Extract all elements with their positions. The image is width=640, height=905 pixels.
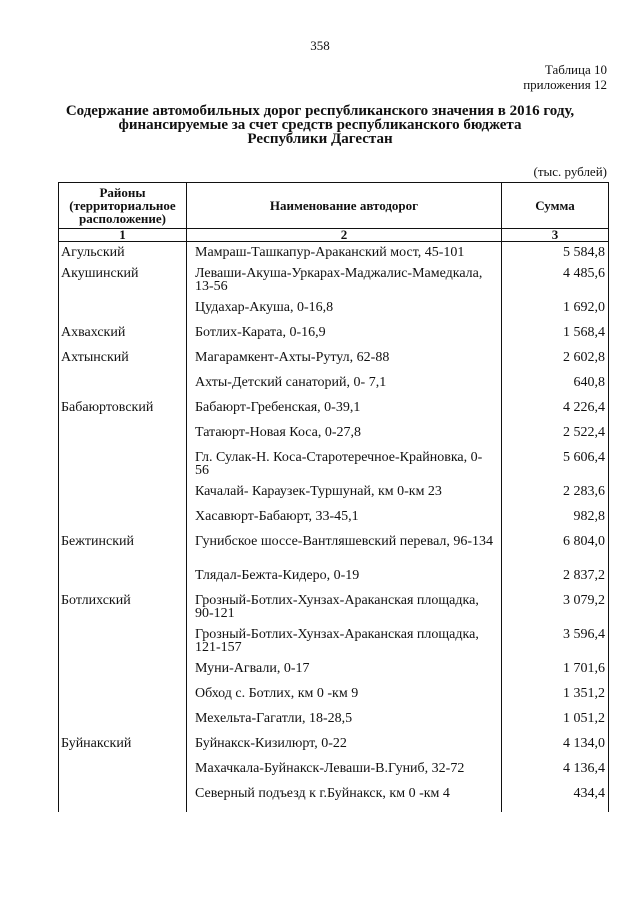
district-cell: Буйнакский xyxy=(59,737,187,762)
district-cell: Бабаюртовский xyxy=(59,401,187,426)
table-row xyxy=(59,242,609,267)
district-cell xyxy=(59,762,187,787)
table-row xyxy=(59,376,609,401)
road-cell: Хасавюрт-Бабаюрт, 33-45,1 xyxy=(187,510,502,535)
sum-cell: 1 351,2 xyxy=(502,687,609,712)
table-row xyxy=(59,569,609,594)
road-cell: Мехельта-Гагатли, 18-28,5 xyxy=(187,712,502,737)
district-cell xyxy=(59,787,187,812)
table-row xyxy=(59,426,609,451)
district-cell xyxy=(59,426,187,451)
district-cell: Бежтинский xyxy=(59,535,187,569)
table-row xyxy=(59,301,609,326)
road-cell: Буйнакск-Кизилюрт, 0-22 xyxy=(187,737,502,762)
district-cell xyxy=(59,569,187,594)
sum-cell: 2 837,2 xyxy=(502,569,609,594)
district-cell xyxy=(59,451,187,485)
column-number-row xyxy=(59,229,609,242)
table-row xyxy=(59,662,609,687)
sum-cell: 1 051,2 xyxy=(502,712,609,737)
table-row xyxy=(59,351,609,376)
table-row xyxy=(59,594,609,628)
sum-cell: 4 485,6 xyxy=(502,267,609,301)
road-cell: Качалай- Караузек-Туршунай, км 0-км 23 xyxy=(187,485,502,510)
title-line1: Содержание автомобильных дорог республиканского значения в 2016 году, xyxy=(65,103,575,119)
sum-cell: 1 692,0 xyxy=(502,301,609,326)
title-line2: финансируемые за счет средств республиканского бюджета xyxy=(118,117,522,133)
road-cell: Махачкала-Буйнакск-Леваши-В.Гуниб, 32-72 xyxy=(187,762,502,787)
sum-cell: 1 568,4 xyxy=(502,326,609,351)
page-number: 358 xyxy=(310,38,330,53)
table-row xyxy=(59,510,609,535)
road-cell: Ахты-Детский санаторий, 0- 7,1 xyxy=(187,376,502,401)
table-row xyxy=(59,737,609,762)
table-row xyxy=(59,401,609,426)
district-cell xyxy=(59,510,187,535)
header-road-name: Наименование автодорог xyxy=(187,183,502,229)
header-sum: Сумма xyxy=(502,183,609,229)
table-reference xyxy=(523,62,607,92)
units-note: (тыс. рублей) xyxy=(533,164,607,179)
road-cell: Грозный-Ботлих-Хунзах-Араканская площадка, 121-157 xyxy=(187,628,502,662)
district-cell: Ботлихский xyxy=(59,594,187,628)
sum-cell: 2 602,8 xyxy=(502,351,609,376)
roads-table xyxy=(58,182,609,812)
sum-cell: 4 136,4 xyxy=(502,762,609,787)
road-cell: Гунибское шоссе-Вантляшевский перевал, 96-134 xyxy=(187,535,502,569)
sum-cell: 2 283,6 xyxy=(502,485,609,510)
road-cell: Магарамкент-Ахты-Рутул, 62-88 xyxy=(187,351,502,376)
sum-cell: 6 804,0 xyxy=(502,535,609,569)
road-cell: Бабаюрт-Гребенская, 0-39,1 xyxy=(187,401,502,426)
document-title xyxy=(40,104,600,146)
road-cell: Грозный-Ботлих-Хунзах-Араканская площадка, 90-121 xyxy=(187,594,502,628)
table-row xyxy=(59,712,609,737)
district-cell xyxy=(59,301,187,326)
table-header-row xyxy=(59,183,609,229)
road-cell: Обход с. Ботлих, км 0 -км 9 xyxy=(187,687,502,712)
table-row xyxy=(59,628,609,662)
road-cell: Татаюрт-Новая Коса, 0-27,8 xyxy=(187,426,502,451)
road-cell: Ботлих-Карата, 0-16,9 xyxy=(187,326,502,351)
road-cell: Леваши-Акуша-Уркарах-Маджалис-Мамедкала, 13-56 xyxy=(187,267,502,301)
sum-cell: 3 079,2 xyxy=(502,594,609,628)
table-row xyxy=(59,687,609,712)
table-row xyxy=(59,485,609,510)
district-cell: Агульский xyxy=(59,242,187,267)
table-row xyxy=(59,451,609,485)
title-line3: Республики Дагестан xyxy=(247,131,393,147)
road-cell: Северный подъезд к г.Буйнакск, км 0 -км 4 xyxy=(187,787,502,812)
district-cell: Ахвахский xyxy=(59,326,187,351)
sum-cell: 5 584,8 xyxy=(502,242,609,267)
road-cell: Тлядал-Бежта-Кидеро, 0-19 xyxy=(187,569,502,594)
district-cell xyxy=(59,628,187,662)
district-cell: Акушинский xyxy=(59,267,187,301)
header-districts: Районы (территориальное расположение) xyxy=(59,183,187,229)
district-cell xyxy=(59,376,187,401)
table-row xyxy=(59,326,609,351)
road-cell: Муни-Агвали, 0-17 xyxy=(187,662,502,687)
sum-cell: 640,8 xyxy=(502,376,609,401)
road-cell: Гл. Сулак-Н. Коса-Старотеречное-Крайновка, 0-56 xyxy=(187,451,502,485)
table-row xyxy=(59,787,609,812)
sum-cell: 5 606,4 xyxy=(502,451,609,485)
sum-cell: 2 522,4 xyxy=(502,426,609,451)
column-number-1: 1 xyxy=(59,229,187,242)
table-reference-line1: Таблица 10 xyxy=(544,62,607,77)
table-row xyxy=(59,762,609,787)
sum-cell: 434,4 xyxy=(502,787,609,812)
column-number-3: 3 xyxy=(502,229,609,242)
road-cell: Цудахар-Акуша, 0-16,8 xyxy=(187,301,502,326)
sum-cell: 982,8 xyxy=(502,510,609,535)
district-cell xyxy=(59,712,187,737)
sum-cell: 3 596,4 xyxy=(502,628,609,662)
table-row xyxy=(59,535,609,569)
table-row xyxy=(59,267,609,301)
column-number-2: 2 xyxy=(187,229,502,242)
district-cell: Ахтынский xyxy=(59,351,187,376)
sum-cell: 1 701,6 xyxy=(502,662,609,687)
district-cell xyxy=(59,662,187,687)
sum-cell: 4 226,4 xyxy=(502,401,609,426)
table-reference-line2: приложения 12 xyxy=(523,77,607,92)
road-cell: Мамраш-Ташкапур-Араканский мост, 45-101 xyxy=(187,242,502,267)
district-cell xyxy=(59,687,187,712)
district-cell xyxy=(59,485,187,510)
sum-cell: 4 134,0 xyxy=(502,737,609,762)
